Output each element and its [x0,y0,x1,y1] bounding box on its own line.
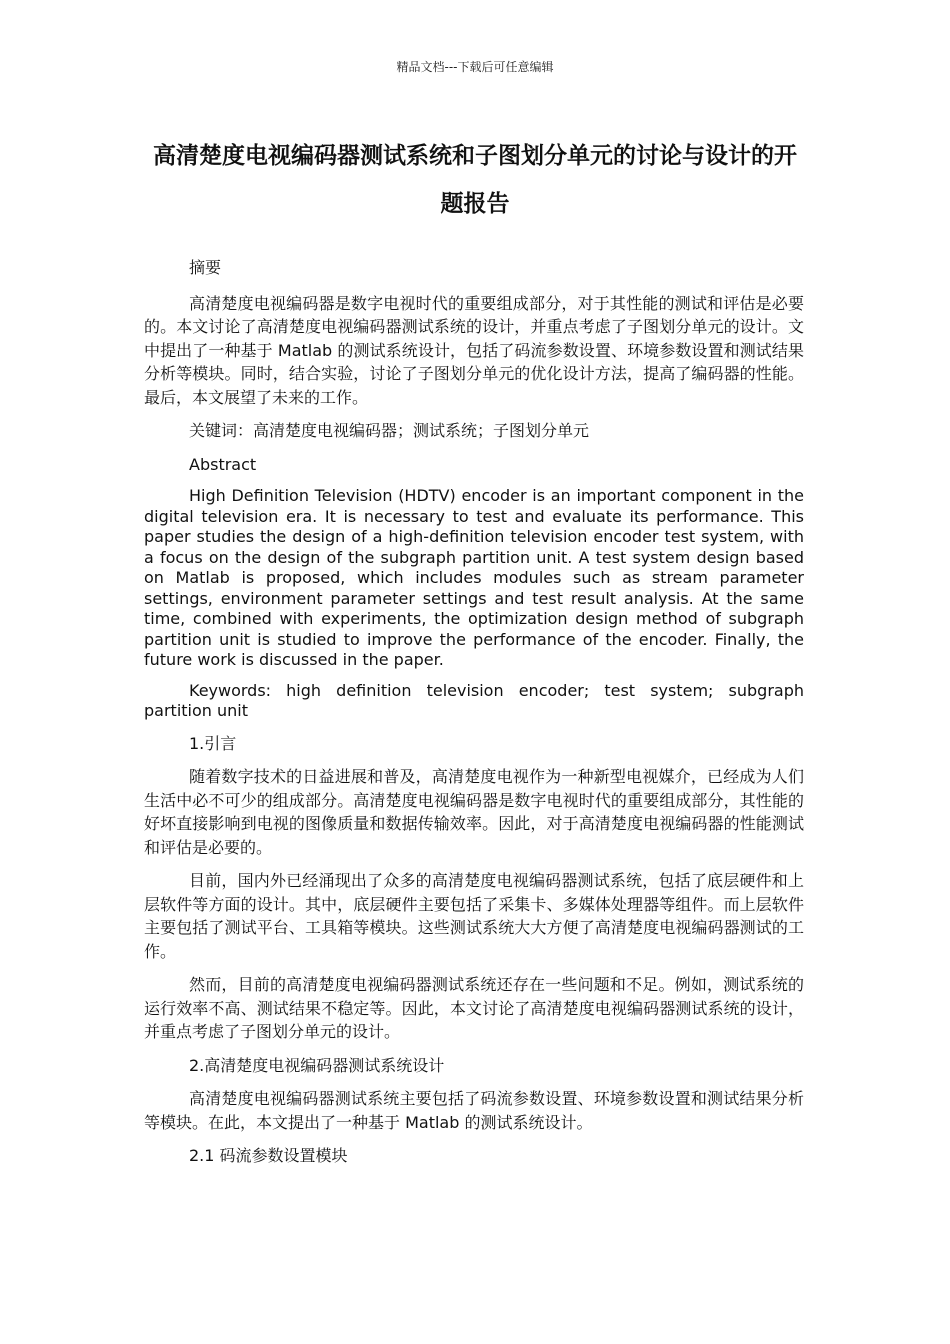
section-1-heading: 1.引言 [189,733,237,753]
abstract-heading-cn: 摘要 [189,258,222,277]
section-2-1-heading: 2.1 码流参数设置模块 [189,1146,348,1165]
section-1-paragraph-3: 然而，目前的高清楚度电视编码器测试系统还存在一些问题和不足。例如，测试系统的运行效率不高、测试结果不稳定等。因此，本文讨论了高清楚度电视编码器测试系统的设计，并重点考虑了子图划分单元的设计。 [144,975,804,1041]
abstract-heading-en: Abstract [189,454,257,474]
section-1-paragraph-2: 目前，国内外已经涌现出了众多的高清楚度电视编码器测试系统，包括了底层硬件和上层软件等方面的设计。其中，底层硬件主要包括了采集卡、多媒体处理器等组件。而上层软件主要包括了测试平台、工具箱等模块。这些测试系统大大方便了高清楚度电视编码器测试的工作。 [144,871,804,961]
header-watermark: 精品文档---下载后可任意编辑 [396,60,554,74]
document-body [144,256,804,1178]
document-title: 高清楚度电视编码器测试系统和子图划分单元的讨论与设计的开题报告 [153,143,797,217]
abstract-en: High Definition Television (HDTV) encoder is an important component in the digital television era. It is necessary to test and evaluate its performance. This paper studies the design of a high-definition television encoder test system, with a focus on the design of the subgraph partition unit. A test system design based on Matlab is proposed, which includes modules such as stream parameter settings, environment parameter settings and test result analysis. At the same time, combined with experiments, the optimization design method of subgraph partition unit is studied to improve the performance of the encoder. Finally, the future work is discussed in the paper. [144,486,804,669]
keywords-en: Keywords: high definition television encoder; test system; subgraph partition unit [144,680,804,720]
section-2-paragraph-1: 高清楚度电视编码器测试系统主要包括了码流参数设置、环境参数设置和测试结果分析等模块。在此，本文提出了一种基于 Matlab 的测试系统设计。 [144,1089,804,1132]
section-1-paragraph-1: 随着数字技术的日益进展和普及，高清楚度电视作为一种新型电视媒介，已经成为人们生活中必不可少的组成部分。高清楚度电视编码器是数字电视时代的重要组成部分，其性能的好坏直接影响到电视的图像质量和数据传输效率。因此，对于高清楚度电视编码器的性能测试和评估是必要的。 [144,767,804,857]
section-2-heading: 2.高清楚度电视编码器测试系统设计 [189,1055,445,1075]
keywords-cn: 关键词：高清楚度电视编码器；测试系统；子图划分单元 [189,421,590,440]
abstract-cn: 高清楚度电视编码器是数字电视时代的重要组成部分，对于其性能的测试和评估是必要的。本文讨论了高清楚度电视编码器测试系统的设计，并重点考虑了子图划分单元的设计。文中提出了一种基于 Matlab 的测试系统设计，包括了码流参数设置、环境参数设置和测试结果分析等模块。同时，结合实验，讨论了子图划分单元的优化设计方法，提高了编码器的性能。最后，本文展望了未来的工作。 [144,293,804,407]
